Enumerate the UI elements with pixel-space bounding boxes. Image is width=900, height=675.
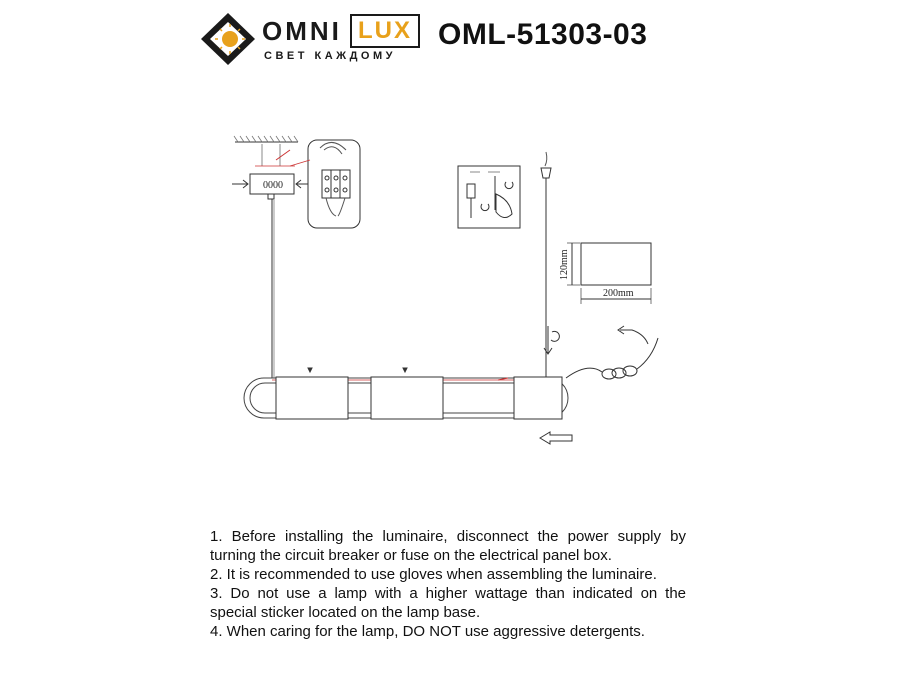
rotate-arrow-icon bbox=[620, 330, 648, 344]
brand-name-lux: LUX bbox=[350, 14, 420, 48]
brand-tagline: СВЕТ КАЖДОМУ bbox=[264, 50, 396, 62]
cable-coil bbox=[566, 338, 658, 379]
installation-notes bbox=[210, 527, 686, 641]
cable-adjust-detail bbox=[458, 166, 520, 228]
direction-arrow-icon bbox=[540, 432, 572, 444]
note-3: 3. Do not use a lamp with a higher wattage than indicated on the special sticker located on the lamp base. bbox=[210, 585, 686, 621]
note-2: 2. It is recommended to use gloves when assembling the luminaire. bbox=[210, 566, 657, 583]
carton-height-label: 120mm bbox=[559, 249, 570, 280]
note-4: 4. When caring for the lamp, DO NOT use aggressive detergents. bbox=[210, 623, 645, 640]
model-number: OML-51303-03 bbox=[438, 18, 648, 51]
canopy-label: 0000 bbox=[263, 180, 283, 191]
note-1: 1. Before installing the luminaire, disconnect the power supply by turning the circuit breaker or fuse on the electrical panel box. bbox=[210, 528, 686, 564]
carton-width-label: 200mm bbox=[603, 288, 634, 299]
luminaire-body bbox=[244, 368, 568, 419]
brand-name-omni: OMNI bbox=[262, 16, 342, 46]
